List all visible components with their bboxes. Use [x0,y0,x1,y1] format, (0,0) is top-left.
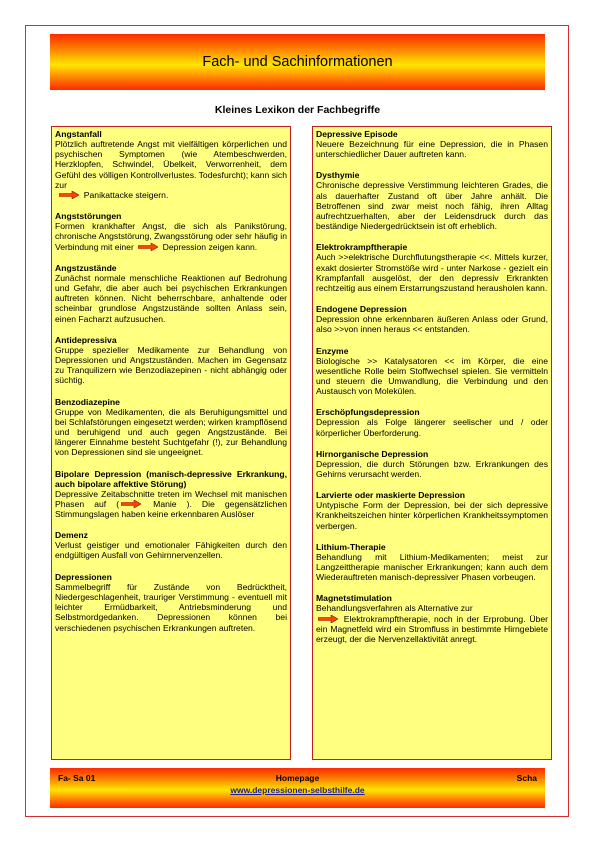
entry-lithium-therapie [316,542,548,583]
entry-text-part: Elektrokrampftherapie, noch in der Erprobung. Über ein Magnetfeld wird ein Stromfluss in bestimmte Hirngebiete erzeugt, der die Nervenzellaktivität anregt. [316,613,548,645]
entry-title: Angststörungen [55,211,122,222]
entry-magnetstimulation [316,593,548,644]
entry-dysthymie [316,170,548,231]
entry-angstanfall [55,129,287,200]
entry-title: Elektrokrampftherapie [316,242,408,253]
entry-text-part: Plötzlich auftretende Angst mit vielfältigen körperlichen und psychischen Symptomen (wie Atembeschwerden, Herzklopfen, Schwindel, Übelkeit, Verworrenheit, dem Gefühl des völligen Kontrollverlustes. Todesfurcht); kann sich zur [55,139,287,190]
entry-text: Sammelbegriff für Zustände von Bedrücktheit, Niedergeschlagenheit, trauriger Verstimmung - eventuell mit leichter Ermüdbarkeit, Antriebsminderung und Selbstmordgedanken. Depressionen können bei verschiedenen psychischen Erkrankungen auftreten. [55,581,287,633]
entry-angststoerungen [55,211,287,252]
entry-text [55,139,287,200]
entry-text: Untypische Form der Depression, bei der sich depressive Krankheitszeichen hinter körperlichen Krankheitssymptomen verbergen. [316,500,548,531]
left-column [51,126,291,760]
footer-banner [50,768,545,808]
entry-larvierte-depression [316,490,548,531]
entry-title: Depressionen [55,571,112,582]
entry-title: Enzyme [316,345,349,356]
entry-text: Verlust geistiger und emotionaler Fähigkeiten durch den endgültigen Ausfall von Gehirnnervenzellen. [55,540,287,561]
entry-title: Antidepressiva [55,334,117,345]
entry-title: Bipolare Depression (manisch-depressive Erkrankung, auch bipolare affektive Störung) [55,468,287,489]
entry-title: Larvierte oder maskierte Depression [316,490,466,501]
entry-title: Depressive Episode [316,129,398,139]
entry-title: Dysthymie [316,170,360,181]
entry-text-part: Manie ). Die gegensätzlichen Stimmungslagen haben keine erkennbaren Auslöser [55,498,288,520]
entry-text-part: Depressive Zeitabschnitte treten im Wechsel mit manischen Phasen auf ( [55,488,287,509]
entry-text: Gruppe spezieller Medikamente zur Behandlung von Depressionen und Angstzuständen. Machen im Gegensatz zu Tranquilizern wie Benzodiazepinen - nicht abhängig oder süchtig. [55,344,287,386]
entry-text-part: Behandlungsverfahren als Alternative zur [316,603,473,614]
header-banner [50,34,545,90]
header-title: Fach- und Sachinformationen [202,54,393,70]
entry-title: Angstzustände [55,262,117,273]
right-arrow-icon [121,500,141,508]
entry-text-part: Depression zeigen kann. [162,241,258,252]
page-subtitle: Kleines Lexikon der Fachbegriffe [214,104,381,116]
entry-title: Endogene Depression [316,304,407,315]
entry-hirnorganische-depression [316,449,548,479]
entry-endogene-depression [316,304,548,334]
entry-depressionen [55,572,287,633]
entry-angstzustaende [55,263,287,324]
right-column [312,126,552,760]
entry-text-part: Formen krankhafter Angst, die sich als Panikstörung, chronische Angststörung, Zwangsstörung oder sehr häufig in Verbindung mit einer [55,221,287,252]
entry-benzodiazepine [55,397,287,458]
entry-enzyme [316,346,548,397]
entry-text: Gruppe von Medikamenten, die als Beruhigungsmittel und bei Schlafstörungen eingesetzt werden; wirken krampflösend und beruhigend und auch gegen Angstzustände. Bei längerer Einnahme besteht Suchtgefahr (!), zur Behandlung von Depressionen sind sie ungeeignet. [55,406,287,458]
footer-doc-code: Fa- Sa 01 [58,773,96,783]
entry-text [55,221,287,252]
entry-text: Zunächst normale menschliche Reaktionen auf Bedrohung und Gefahr, die aber auch bei psychischen Erkrankungen auftreten können. Nicht beherrschbare, anhaltende oder scheinbar grundlose Angstzustände sollten Anlass sein, einen Facharzt aufzusuchen. [55,272,287,324]
entry-text-part: Panikattacke steigern. [83,190,169,201]
entry-text: Depression als Folge längerer seelischer und / oder körperlicher Überforderung. [316,417,548,438]
entry-text: Behandlung mit Lithium-Medikamenten; meist zur Langzeittherapie manischer Erkrankungen; kann auch dem Wiederauftreten manisch-depressiver Phasen vorbeugen. [316,551,548,583]
entry-erschoepfungsdepression [316,407,548,437]
entry-title: Demenz [55,530,88,541]
entry-depressive-episode [316,129,548,159]
entry-text: Biologische >> Katalysatoren << im Körper, die eine wesentliche Rolle beim Stoffwechsel spielen. Sie vermitteln und steuern die Umwandlung, die Verbindung und den Austausch von Molekülen. [316,355,548,397]
entry-title: Angstanfall [55,129,102,139]
entry-text: Depression, die durch Störungen bzw. Erkrankungen des Gehirns verursacht werden. [316,458,548,480]
entry-demenz [55,530,287,560]
entry-text [316,603,548,644]
right-arrow-icon [318,615,338,623]
entry-text [55,489,287,520]
right-arrow-icon [138,243,158,251]
entry-title: Hirnorganische Depression [316,448,429,459]
entry-title: Erschöpfungsdepression [316,407,420,418]
entry-text: Chronische depressive Verstimmung leichteren Grades, die als dauerhafter Zustand oft über Jahre anhält. Die Betroffenen sind zwar meist noch fähig, ihren Alltag aufrechtzuerhalten, aber der Leidensdruck durch das beständige Niedergedrücktsein ist oft erheblich. [316,180,548,232]
right-arrow-icon [59,191,79,199]
homepage-link[interactable]: www.depressionen-selbsthilfe.de [230,785,365,795]
entry-bipolare [55,469,287,520]
entry-title: Magnetstimulation [316,593,392,604]
entry-text: Depression ohne erkennbaren äußeren Anlass oder Grund, also >>von innen heraus << entstanden. [316,314,548,335]
entry-elektrokrampftherapie [316,242,548,293]
footer-author: Scha [516,773,537,783]
entry-title: Benzodiazepine [55,396,120,407]
entry-title: Lithium-Therapie [316,541,386,552]
entry-text: Neuere Bezeichnung für eine Depression, die in Phasen unterschiedlicher Dauer auftreten kann. [316,139,548,160]
entry-text: Auch >>elektrische Durchflutungstherapie <<. Mittels kurzer, exakt dosierter Stromstöße wird - unter Narkose - gezielt ein Krampfanfall ausgelöst, der den depressiv Erkrankten rechtzeitig aus einem Erstarrungszustand herausholen kann. [316,252,548,294]
footer-homepage-label: Homepage [275,773,320,783]
entry-antidepressiva [55,335,287,386]
